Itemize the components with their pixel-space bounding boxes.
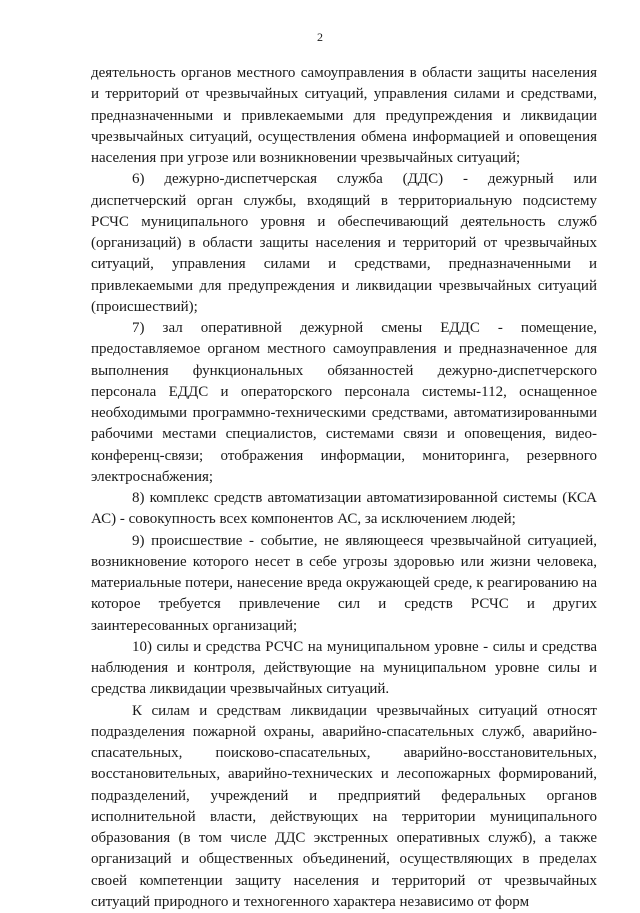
paragraph-item-7: 7) зал оперативной дежурной смены ЕДДС - помещение, предоставляемое органом местного самоуправления и предназначенное для выполнения функциональных обязанностей дежурно-диспетчерского персонала ЕДДС и операторского персонала системы-112, оснащенное необходимыми программно-техническими средствами, автоматизированными рабочими местами специалистов, системами связи и оповещения, видео-конференц-связи; отображения информации, мониторинга, резервного электроснабжения; — [91, 318, 597, 488]
paragraph-item-9: 9) происшествие - событие, не являющееся чрезвычайной ситуацией, возникновение которого несет в себе угрозы здоровью или жизни человека, материальные потери, нанесение вреда окружающей среде, к реагированию на которое требуется привлечение сил и средств РСЧС и других заинтересованных организаций; — [91, 531, 597, 637]
paragraph-forces: К силам и средствам ликвидации чрезвычайных ситуаций относят подразделения пожарной охраны, аварийно-спасательных служб, аварийно-спасательных, поисково-спасательных, аварийно-восстановительных, восстановительных, аварийно-технических и лесопожарных формирований, подразделений, учреждений и предприятий федеральных органов исполнительной власти, действующих на территории муниципального образования (в том числе ДДС экстренных оперативных служб), а также организаций и общественных объединений, осуществляющих в пределах своей компетенции защиту населения и территорий от чрезвычайных ситуаций природного и техногенного характера независимо от форм — [91, 701, 597, 913]
paragraph-continuation: деятельность органов местного самоуправления в области защиты населения и территорий от чрезвычайных ситуаций, управления силами и средствами, предназначенными и привлекаемыми для предупреждения и ликвидации чрезвычайных ситуаций, осуществления обмена информацией и оповещения населения при угрозе или возникновении чрезвычайных ситуаций; — [91, 63, 597, 169]
paragraph-item-6: 6) дежурно-диспетчерская служба (ДДС) - дежурный или диспетчерский орган службы, входящий в территориальную подсистему РСЧС муниципального уровня и обеспечивающий деятельность служб (организаций) в области защиты населения и территорий от чрезвычайных ситуаций, управления силами и средствами, предназначенными и привлекаемыми для предупреждения и ликвидации чрезвычайных ситуаций (происшествий); — [91, 169, 597, 318]
page-number: 2 — [0, 30, 640, 44]
paragraph-item-8: 8) комплекс средств автоматизации автоматизированной системы (КСА АС) - совокупность всех компонентов АС, за исключением людей; — [91, 488, 597, 531]
paragraph-item-10: 10) силы и средства РСЧС на муниципальном уровне - силы и средства наблюдения и контроля, действующие на муниципальном уровне силы и средства ликвидации чрезвычайных ситуаций. — [91, 637, 597, 701]
document-body — [91, 63, 597, 913]
